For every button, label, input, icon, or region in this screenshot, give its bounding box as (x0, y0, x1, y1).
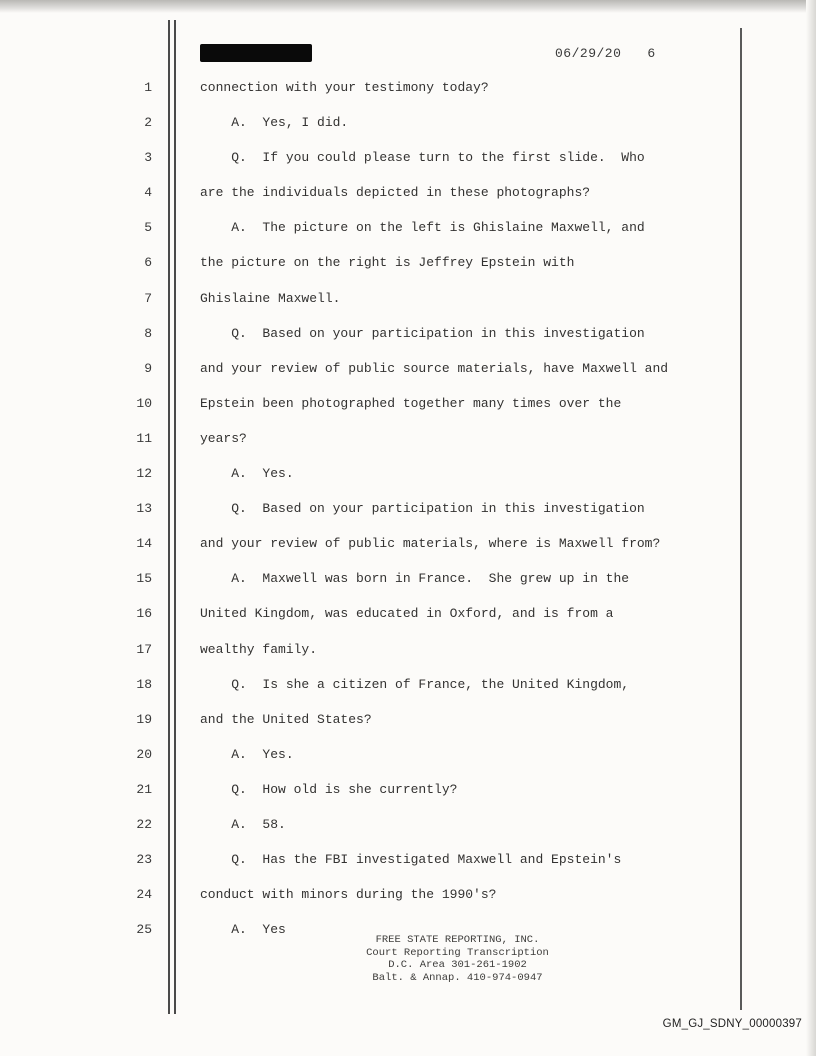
transcript-line (0, 115, 740, 150)
bates-number: GM_GJ_SDNY_00000397 (662, 1018, 802, 1030)
transcript-line (0, 642, 740, 677)
transcript-body (0, 80, 740, 957)
footer-phone-dc: D.C. Area 301-261-1902 (388, 959, 527, 971)
header-date-page (555, 46, 656, 61)
line-number: 10 (136, 395, 152, 411)
line-text: A. Maxwell was born in France. She grew up in the (200, 571, 630, 587)
line-number: 5 (144, 220, 152, 236)
page-header (0, 42, 816, 66)
line-number: 1 (144, 80, 152, 95)
transcript-line (0, 817, 740, 852)
transcript-line (0, 677, 740, 712)
transcript-line (0, 852, 740, 887)
line-number: 2 (144, 115, 152, 131)
redaction-bar (200, 44, 312, 62)
line-text: Epstein been photographed together many times over the (200, 395, 622, 411)
transcript-line (0, 501, 740, 536)
transcript-line (0, 712, 740, 747)
line-text: A. The picture on the left is Ghislaine Maxwell, and (200, 220, 645, 236)
line-number: 19 (136, 711, 152, 727)
line-text: years? (200, 430, 247, 446)
line-text: Q. How old is she currently? (200, 781, 458, 797)
footer-service: Court Reporting Transcription (366, 946, 549, 959)
line-text: Q. If you could please turn to the first slide. Who (200, 150, 645, 166)
line-number: 6 (144, 255, 152, 271)
line-number: 17 (136, 641, 152, 657)
line-number: 7 (144, 290, 152, 306)
transcript-line (0, 255, 740, 290)
line-number: 3 (144, 150, 152, 166)
transcript-line (0, 361, 740, 396)
reporter-footer (175, 934, 740, 984)
line-text: United Kingdom, was educated in Oxford, and is from a (200, 606, 614, 622)
line-number: 11 (136, 430, 152, 446)
transcript-line (0, 80, 740, 115)
transcript-line (0, 536, 740, 571)
line-text: are the individuals depicted in these photographs? (200, 185, 591, 201)
line-number: 16 (136, 606, 152, 622)
line-text: A. 58. (200, 816, 286, 832)
line-number: 14 (136, 536, 152, 552)
line-text: wealthy family. (200, 641, 318, 657)
line-text: A. Yes. (200, 746, 294, 762)
line-number: 24 (136, 887, 152, 903)
line-number: 22 (136, 816, 152, 832)
line-number: 12 (136, 466, 152, 482)
line-text: Q. Is she a citizen of France, the United Kingdom, (200, 676, 630, 692)
line-number: 8 (144, 325, 152, 341)
line-text: and the United States? (200, 711, 372, 727)
line-text: Ghislaine Maxwell. (200, 290, 341, 306)
line-text: Q. Based on your participation in this investigation (200, 325, 645, 341)
line-text: connection with your testimony today? (200, 80, 489, 95)
line-number: 25 (136, 922, 152, 938)
line-text: A. Yes. (200, 466, 294, 482)
header-date: 06/29/20 (555, 46, 622, 61)
right-margin-rule (740, 28, 742, 1010)
line-number: 9 (144, 360, 152, 376)
footer-phone-balt: Balt. & Annap. 410-974-0947 (372, 971, 543, 984)
line-text: Q. Has the FBI investigated Maxwell and Epstein's (200, 852, 622, 868)
line-number: 21 (136, 781, 152, 797)
transcript-line (0, 220, 740, 255)
transcript-line (0, 571, 740, 606)
transcript-line (0, 887, 740, 922)
line-text: A. Yes (200, 922, 286, 938)
line-number: 20 (136, 746, 152, 762)
header-page-number: 6 (647, 46, 656, 61)
scan-right-edge (806, 0, 816, 1056)
line-text: A. Yes, I did. (200, 115, 349, 131)
transcript-line (0, 150, 740, 185)
transcript-line (0, 185, 740, 220)
line-number: 23 (136, 852, 152, 868)
line-number: 4 (144, 185, 152, 201)
line-text: and your review of public source materials, have Maxwell and (200, 360, 669, 376)
line-text: the picture on the right is Jeffrey Epstein with (200, 255, 575, 271)
transcript-line (0, 782, 740, 817)
line-number: 15 (136, 571, 152, 587)
line-number: 13 (136, 501, 152, 517)
line-number: 18 (136, 676, 152, 692)
footer-company: FREE STATE REPORTING, INC. (375, 934, 540, 946)
line-text: conduct with minors during the 1990's? (200, 887, 497, 903)
transcript-line (0, 291, 740, 326)
line-text: and your review of public materials, where is Maxwell from? (200, 536, 661, 552)
transcript-line (0, 396, 740, 431)
line-text: Q. Based on your participation in this investigation (200, 501, 645, 517)
transcript-line (0, 431, 740, 466)
transcript-line (0, 606, 740, 641)
transcript-line (0, 466, 740, 501)
scan-top-edge (0, 0, 816, 13)
transcript-line (0, 747, 740, 782)
transcript-line (0, 326, 740, 361)
